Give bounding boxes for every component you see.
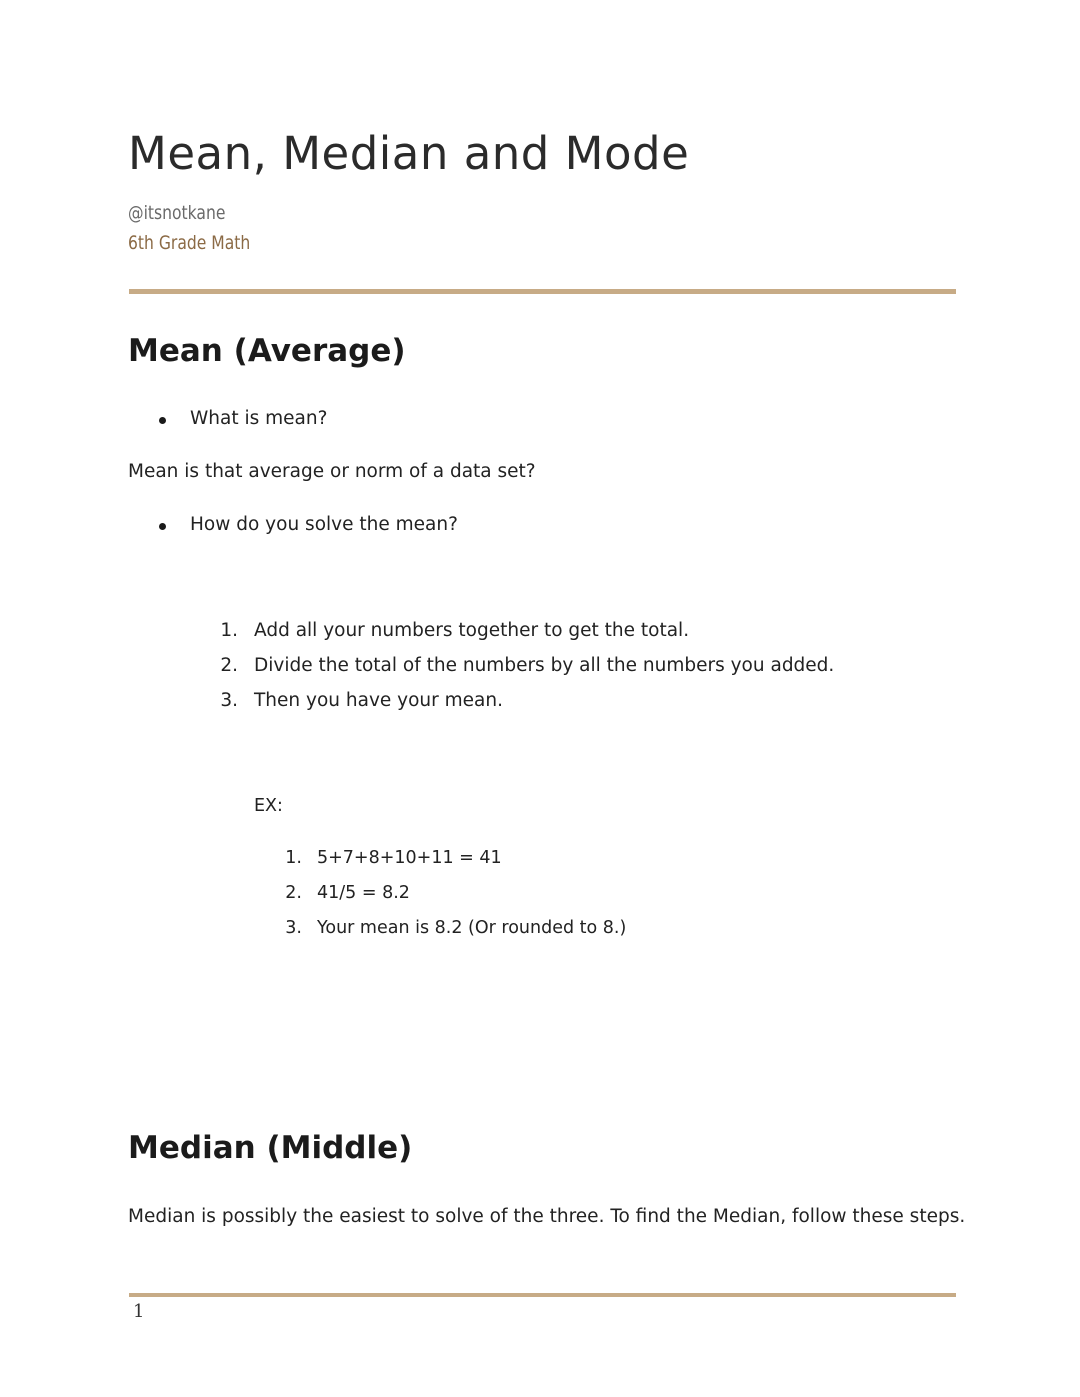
median-intro: Median is possibly the easiest to solve of the three. To find the Median, follow these steps.: [128, 1206, 966, 1227]
bullet-icon: [159, 523, 166, 530]
list-number: 1.: [220, 620, 238, 641]
median-heading: Median (Middle): [128, 1130, 413, 1166]
header-divider: [129, 289, 956, 294]
list-number: 1.: [285, 848, 302, 868]
bullet-icon: [159, 417, 166, 424]
list-item: [0, 881, 1080, 909]
list-number: 2.: [220, 655, 238, 676]
mean-bullet-how: [0, 512, 1080, 540]
page-number: 1: [133, 1301, 145, 1322]
example-steps-list: [0, 846, 1080, 946]
list-item: [0, 653, 1080, 683]
bullet-text: What is mean?: [190, 408, 328, 429]
list-number: 3.: [220, 690, 238, 711]
list-text: 5+7+8+10+11 = 41: [317, 848, 502, 868]
footer-divider: [129, 1293, 956, 1297]
list-item: [0, 846, 1080, 874]
mean-bullet-what: [0, 406, 1080, 434]
author-handle: @itsnotkane: [128, 202, 226, 224]
list-text: Then you have your mean.: [254, 690, 503, 711]
document-title: Mean, Median and Mode: [128, 127, 690, 180]
example-label: EX:: [254, 796, 283, 816]
list-number: 3.: [285, 918, 302, 938]
list-text: Add all your numbers together to get the total.: [254, 620, 690, 641]
list-number: 2.: [285, 883, 302, 903]
document-subtitle: 6th Grade Math: [128, 232, 251, 254]
list-item: [0, 916, 1080, 944]
list-text: Divide the total of the numbers by all the numbers you added.: [254, 655, 835, 676]
mean-steps-list: [0, 618, 1080, 723]
mean-definition: Mean is that average or norm of a data set?: [128, 461, 536, 482]
list-text: 41/5 = 8.2: [317, 883, 410, 903]
bullet-text: How do you solve the mean?: [190, 514, 458, 535]
list-item: [0, 688, 1080, 718]
list-text: Your mean is 8.2 (Or rounded to 8.): [317, 918, 627, 938]
mean-heading: Mean (Average): [128, 333, 406, 369]
list-item: [0, 618, 1080, 648]
